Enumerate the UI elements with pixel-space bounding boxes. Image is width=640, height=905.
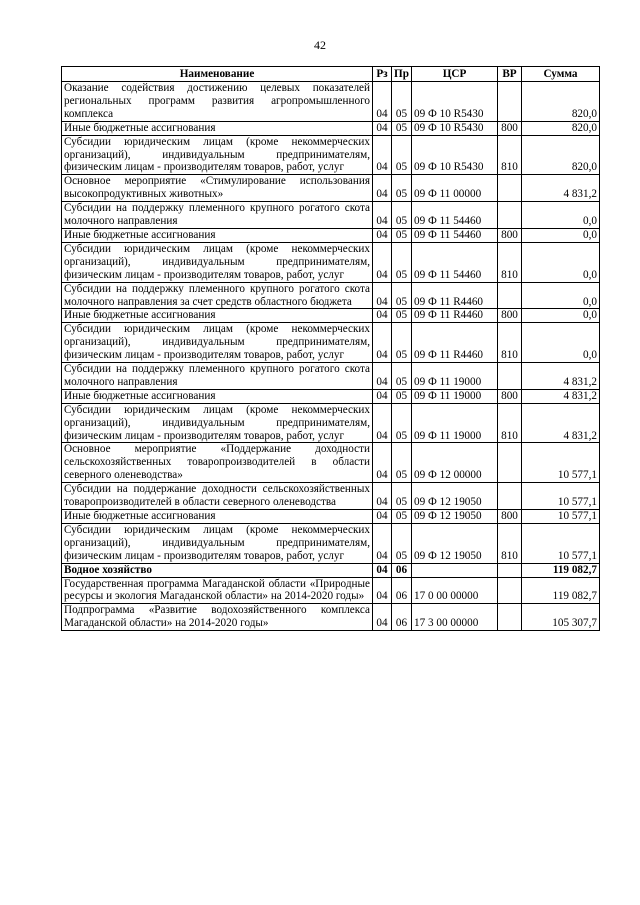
- cell-name: Подпрограмма «Развитие водохозяйственного комплекса Магаданской области» на 2014-2020 годы»: [62, 604, 373, 631]
- cell-name: Иные бюджетные ассигнования: [62, 309, 373, 323]
- cell-sum: 820,0: [522, 121, 600, 135]
- table-row: [62, 242, 600, 282]
- cell-csr: 09 Ф 12 19050: [412, 510, 498, 524]
- cell-sum: 105 307,7: [522, 604, 600, 631]
- cell-rz: 04: [373, 323, 392, 363]
- cell-name: Субсидии юридическим лицам (кроме некоммерческих организаций), индивидуальным предпринимателям, физическим лицам - производителям товаров, работ, услуг: [62, 403, 373, 443]
- cell-csr: [412, 563, 498, 577]
- cell-pr: 05: [392, 523, 412, 563]
- cell-name: Субсидии на поддержку племенного крупного рогатого скота молочного направления: [62, 363, 373, 390]
- cell-rz: 04: [373, 523, 392, 563]
- cell-pr: 05: [392, 82, 412, 122]
- cell-name: Субсидии юридическим лицам (кроме некоммерческих организаций), индивидуальным предпринимателям, физическим лицам - производителям товаров, работ, услуг: [62, 242, 373, 282]
- table-row: [62, 82, 600, 122]
- cell-vr: 800: [498, 389, 522, 403]
- cell-name: Водное хозяйство: [62, 563, 373, 577]
- cell-pr: 05: [392, 403, 412, 443]
- cell-name: Иные бюджетные ассигнования: [62, 389, 373, 403]
- cell-vr: 800: [498, 309, 522, 323]
- cell-pr: 05: [392, 443, 412, 483]
- cell-name: Субсидии на поддержку племенного крупного рогатого скота молочного направления: [62, 202, 373, 229]
- cell-csr: 09 Ф 11 00000: [412, 175, 498, 202]
- cell-csr: 09 Ф 12 19050: [412, 483, 498, 510]
- cell-pr: 05: [392, 389, 412, 403]
- cell-csr: 09 Ф 11 19000: [412, 403, 498, 443]
- cell-csr: 09 Ф 11 R4460: [412, 309, 498, 323]
- cell-csr: 09 Ф 11 54460: [412, 202, 498, 229]
- cell-sum: 119 082,7: [522, 577, 600, 604]
- cell-pr: 05: [392, 510, 412, 524]
- table-row: [62, 202, 600, 229]
- cell-sum: 0,0: [522, 228, 600, 242]
- cell-rz: 04: [373, 242, 392, 282]
- cell-sum: 820,0: [522, 82, 600, 122]
- cell-name: Иные бюджетные ассигнования: [62, 510, 373, 524]
- cell-csr: 17 3 00 00000: [412, 604, 498, 631]
- cell-name: Основное мероприятие «Поддержание доходности сельскохозяйственных товаропроизводителей в области северного оленеводства»: [62, 443, 373, 483]
- cell-rz: 04: [373, 563, 392, 577]
- cell-sum: 0,0: [522, 309, 600, 323]
- budget-table: [61, 66, 600, 631]
- cell-csr: 09 Ф 10 R5430: [412, 82, 498, 122]
- cell-vr: [498, 577, 522, 604]
- cell-vr: [498, 175, 522, 202]
- table-row: [62, 523, 600, 563]
- table-row: [62, 483, 600, 510]
- cell-rz: 04: [373, 82, 392, 122]
- cell-pr: 06: [392, 604, 412, 631]
- table-row: [62, 282, 600, 309]
- cell-csr: 09 Ф 11 19000: [412, 389, 498, 403]
- header-rz: Рз: [373, 67, 392, 82]
- cell-pr: 06: [392, 577, 412, 604]
- cell-vr: [498, 563, 522, 577]
- cell-csr: 09 Ф 11 19000: [412, 363, 498, 390]
- table-row: [62, 228, 600, 242]
- cell-rz: 04: [373, 228, 392, 242]
- cell-rz: 04: [373, 309, 392, 323]
- cell-vr: 800: [498, 121, 522, 135]
- header-sum: Сумма: [522, 67, 600, 82]
- cell-rz: 04: [373, 443, 392, 483]
- cell-sum: 10 577,1: [522, 510, 600, 524]
- cell-name: Субсидии юридическим лицам (кроме некоммерческих организаций), индивидуальным предпринимателям, физическим лицам - производителям товаров, работ, услуг: [62, 323, 373, 363]
- cell-pr: 05: [392, 121, 412, 135]
- cell-name: Субсидии юридическим лицам (кроме некоммерческих организаций), индивидуальным предпринимателям, физическим лицам - производителям товаров, работ, услуг: [62, 523, 373, 563]
- cell-vr: 800: [498, 510, 522, 524]
- cell-csr: 09 Ф 10 R5430: [412, 135, 498, 175]
- table-row: [62, 389, 600, 403]
- cell-sum: 4 831,2: [522, 175, 600, 202]
- table-row: [62, 121, 600, 135]
- table-row: [62, 604, 600, 631]
- cell-pr: 05: [392, 483, 412, 510]
- table-body: [62, 82, 600, 631]
- cell-rz: 04: [373, 175, 392, 202]
- table-row: [62, 577, 600, 604]
- cell-rz: 04: [373, 135, 392, 175]
- cell-csr: 09 Ф 11 54460: [412, 242, 498, 282]
- cell-csr: 09 Ф 11 54460: [412, 228, 498, 242]
- cell-vr: [498, 483, 522, 510]
- cell-name: Субсидии на поддержание доходности сельскохозяйственных товаропроизводителей в области северного оленеводства: [62, 483, 373, 510]
- table-row: [62, 323, 600, 363]
- cell-pr: 05: [392, 202, 412, 229]
- cell-sum: 10 577,1: [522, 443, 600, 483]
- table-header-row: [62, 67, 600, 82]
- cell-vr: [498, 82, 522, 122]
- table-row: [62, 309, 600, 323]
- cell-rz: 04: [373, 282, 392, 309]
- cell-rz: 04: [373, 483, 392, 510]
- cell-sum: 4 831,2: [522, 403, 600, 443]
- cell-csr: 09 Ф 12 00000: [412, 443, 498, 483]
- cell-pr: 05: [392, 282, 412, 309]
- cell-sum: 4 831,2: [522, 363, 600, 390]
- cell-pr: 06: [392, 563, 412, 577]
- cell-name: Субсидии юридическим лицам (кроме некоммерческих организаций), индивидуальным предпринимателям, физическим лицам - производителям товаров, работ, услуг: [62, 135, 373, 175]
- table-row: [62, 363, 600, 390]
- cell-name: Иные бюджетные ассигнования: [62, 228, 373, 242]
- cell-name: Основное мероприятие «Стимулирование использования высокопродуктивных животных»: [62, 175, 373, 202]
- cell-rz: 04: [373, 577, 392, 604]
- table-row: [62, 563, 600, 577]
- cell-vr: 810: [498, 242, 522, 282]
- table-row: [62, 403, 600, 443]
- cell-sum: 4 831,2: [522, 389, 600, 403]
- table-row: [62, 443, 600, 483]
- cell-rz: 04: [373, 389, 392, 403]
- cell-rz: 04: [373, 121, 392, 135]
- cell-csr: 09 Ф 12 19050: [412, 523, 498, 563]
- cell-vr: [498, 202, 522, 229]
- cell-name: Государственная программа Магаданской области «Природные ресурсы и экология Магаданской области» на 2014-2020 годы»: [62, 577, 373, 604]
- cell-vr: 810: [498, 523, 522, 563]
- cell-pr: 05: [392, 228, 412, 242]
- cell-sum: 0,0: [522, 282, 600, 309]
- cell-name: Оказание содействия достижению целевых показателей региональных программ развития агропромышленного комплекса: [62, 82, 373, 122]
- cell-pr: 05: [392, 135, 412, 175]
- cell-pr: 05: [392, 309, 412, 323]
- cell-pr: 05: [392, 175, 412, 202]
- cell-vr: 810: [498, 135, 522, 175]
- cell-sum: 10 577,1: [522, 523, 600, 563]
- cell-sum: 0,0: [522, 323, 600, 363]
- header-vr: ВР: [498, 67, 522, 82]
- cell-rz: 04: [373, 202, 392, 229]
- cell-csr: 09 Ф 11 R4460: [412, 323, 498, 363]
- cell-rz: 04: [373, 403, 392, 443]
- cell-sum: 119 082,7: [522, 563, 600, 577]
- header-pr: Пр: [392, 67, 412, 82]
- table-row: [62, 175, 600, 202]
- cell-pr: 05: [392, 323, 412, 363]
- cell-name: Иные бюджетные ассигнования: [62, 121, 373, 135]
- cell-sum: 820,0: [522, 135, 600, 175]
- cell-pr: 05: [392, 242, 412, 282]
- cell-vr: [498, 604, 522, 631]
- cell-vr: [498, 363, 522, 390]
- cell-csr: 17 0 00 00000: [412, 577, 498, 604]
- cell-sum: 10 577,1: [522, 483, 600, 510]
- cell-rz: 04: [373, 604, 392, 631]
- cell-name: Субсидии на поддержку племенного крупного рогатого скота молочного направления за счет средств областного бюджета: [62, 282, 373, 309]
- cell-sum: 0,0: [522, 242, 600, 282]
- page-number: 42: [314, 38, 326, 52]
- cell-vr: [498, 443, 522, 483]
- cell-vr: 810: [498, 403, 522, 443]
- cell-sum: 0,0: [522, 202, 600, 229]
- cell-pr: 05: [392, 363, 412, 390]
- cell-csr: 09 Ф 11 R4460: [412, 282, 498, 309]
- cell-rz: 04: [373, 363, 392, 390]
- cell-vr: 810: [498, 323, 522, 363]
- header-csr: ЦСР: [412, 67, 498, 82]
- cell-rz: 04: [373, 510, 392, 524]
- header-name: Наименование: [62, 67, 373, 82]
- cell-vr: 800: [498, 228, 522, 242]
- cell-vr: [498, 282, 522, 309]
- table-row: [62, 135, 600, 175]
- cell-csr: 09 Ф 10 R5430: [412, 121, 498, 135]
- table-row: [62, 510, 600, 524]
